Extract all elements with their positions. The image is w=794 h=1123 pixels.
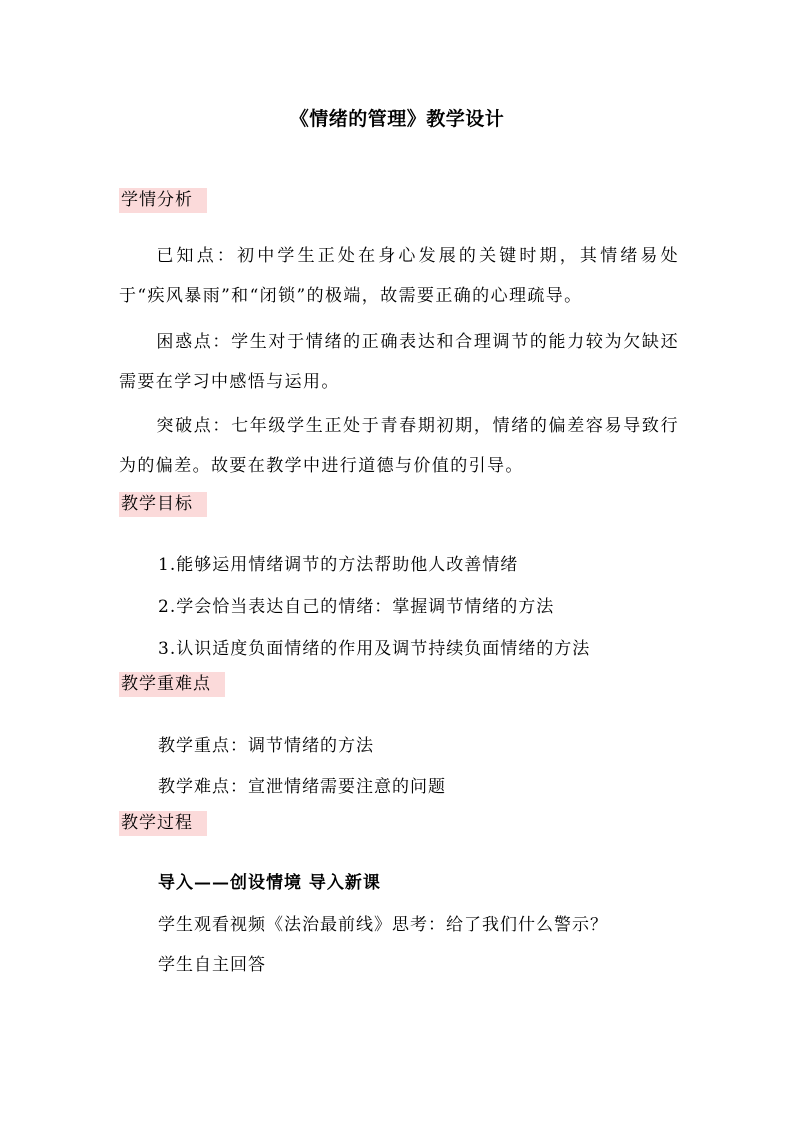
- goal-item-1: 1.能够运用情绪调节的方法帮助他人改善情绪: [158, 555, 519, 575]
- document-title: 《情绪的管理》教学设计: [289, 108, 505, 130]
- goal-item-2: 2.学会恰当表达自己的情绪：掌握调节情绪的方法: [158, 597, 555, 617]
- process-line-2: 学生自主回答: [158, 955, 266, 975]
- process-line-1: 学生观看视频《法治最前线》思考：给了我们什么警示？: [158, 915, 608, 935]
- section-label-goals: 教学目标: [119, 492, 207, 517]
- section-label-key-points: 教学重难点: [119, 672, 225, 697]
- paragraph-known-points: 已知点：初中学生正处在身心发展的关键时期，其情绪易处于“疾风暴雨”和“闭锁”的极端，故需要正确的心理疏导。: [119, 246, 679, 306]
- section-label-process: 教学过程: [119, 811, 207, 836]
- teaching-focus: 教学重点：调节情绪的方法: [158, 736, 374, 756]
- goal-item-3: 3.认识适度负面情绪的作用及调节持续负面情绪的方法: [158, 639, 591, 659]
- intro-heading: 导入——创设情境 导入新课: [158, 873, 381, 893]
- paragraph-breakthrough-points: 突破点：七年级学生正处于青春期初期，情绪的偏差容易导致行为的偏差。故要在教学中进行道德与价值的引导。: [119, 416, 679, 476]
- teaching-difficulty: 教学难点：宣泄情绪需要注意的问题: [158, 777, 446, 797]
- paragraph-confusion-points: 困惑点：学生对于情绪的正确表达和合理调节的能力较为欠缺还需要在学习中感悟与运用。: [119, 332, 679, 392]
- section-label-analysis: 学情分析: [119, 188, 207, 213]
